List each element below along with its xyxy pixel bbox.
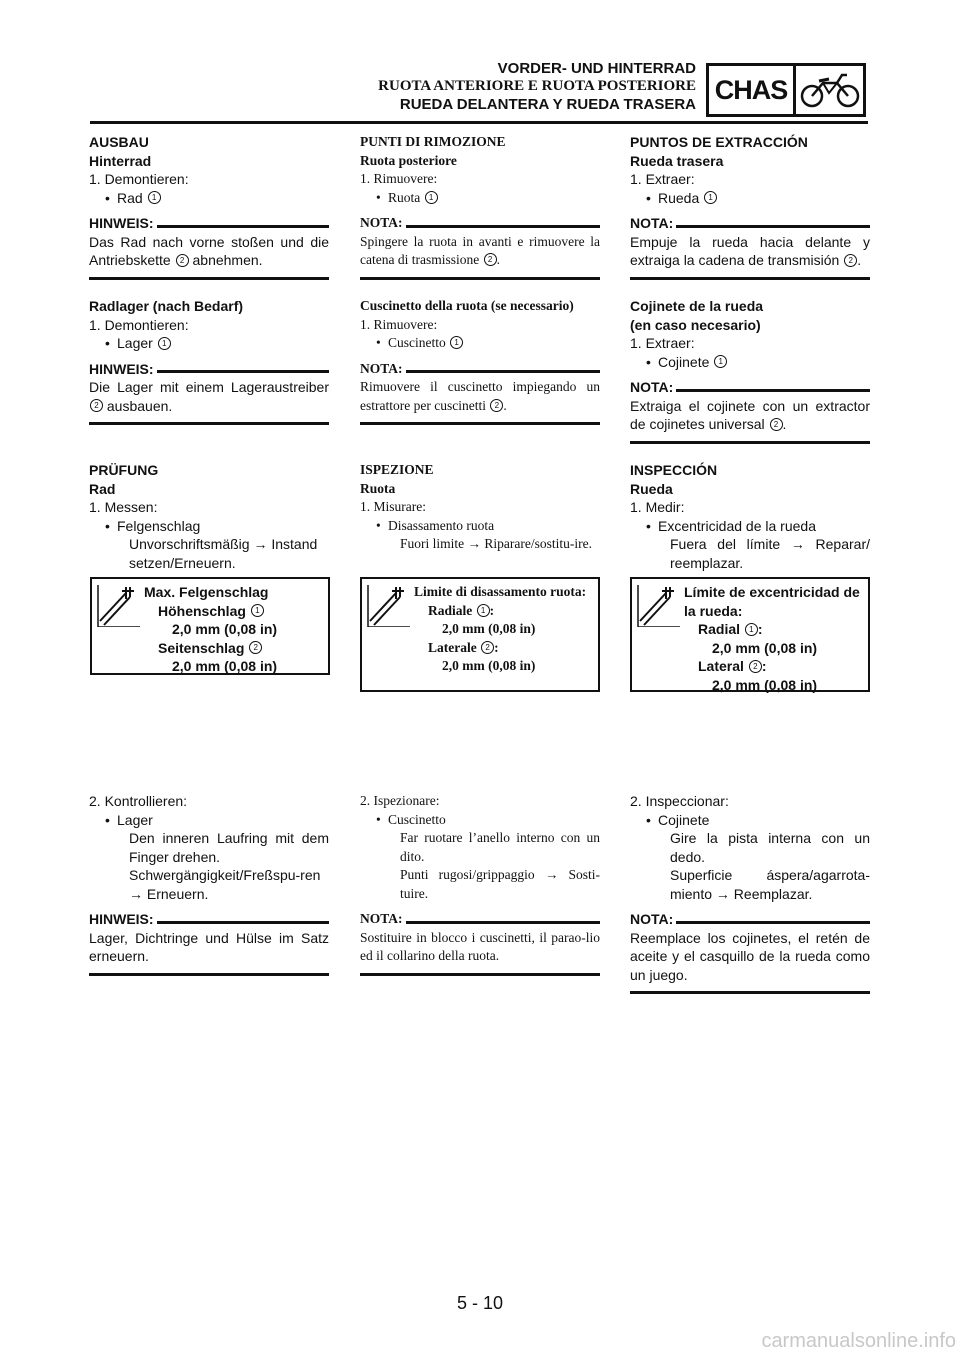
es-section-cojinete xyxy=(630,297,870,444)
de-heading-pruefung: PRÜFUNG xyxy=(89,462,159,478)
de-subheading-hinterrad: Hinterrad xyxy=(89,152,152,169)
de-section-kontrollieren xyxy=(89,792,329,976)
de-subheading-radlager: Radlager (nach Bedarf) xyxy=(89,298,244,314)
chas-label: CHAS xyxy=(709,66,796,114)
es-item-cojinete: • Cojinete 1 xyxy=(630,353,870,372)
es-subheading-cojinete: Cojinete de la rueda xyxy=(630,298,764,314)
de-note-end-rule xyxy=(89,973,329,976)
es-spec-text xyxy=(684,583,864,694)
title-it: RUOTA ANTERIORE E RUOTA POSTERIORE xyxy=(378,78,696,94)
watermark: carmanualsonline.info xyxy=(761,1330,956,1352)
callout-2: 2 xyxy=(749,660,762,673)
es-note-text: Reemplace los cojinetes, el retén de aceite y el casquillo de la rueda como un juego. xyxy=(630,929,870,983)
de-item-rad: • Rad 1 xyxy=(89,189,329,208)
it-spec-text xyxy=(414,583,594,676)
it-spec-row: Radiale 1 : xyxy=(428,602,495,618)
callout-1: 1 xyxy=(148,191,161,204)
callout-1: 1 xyxy=(251,604,264,617)
it-spec-title: Limite di disassamento ruota: xyxy=(414,584,587,599)
it-note-end-rule xyxy=(360,422,600,425)
es-spec-box xyxy=(630,577,870,692)
chas-box xyxy=(706,63,866,117)
callout-2: 2 xyxy=(249,641,262,654)
motorcycle-icon xyxy=(796,66,863,114)
it-note-text: Rimuovere il cuscinetto impiegando un estrattore per cuscinetti 2 . xyxy=(360,379,600,413)
es-step: 1. Extraer: xyxy=(630,171,695,187)
callout-1: 1 xyxy=(477,604,490,617)
it-item-detail: Far ruotare l’anello interno con un dito. xyxy=(400,830,600,864)
callout-1: 1 xyxy=(714,355,727,368)
it-spec-value: 2,0 mm (0,08 in) xyxy=(442,658,536,673)
callout-2: 2 xyxy=(490,399,503,412)
it-section-ispezionare xyxy=(360,792,600,976)
callout-2: 2 xyxy=(770,418,783,431)
es-spec-value: 2,0 mm (0,08 in) xyxy=(712,676,818,693)
es-item-rueda: • Rueda 1 xyxy=(630,189,870,208)
es-spec-row: Lateral 2 : xyxy=(698,658,767,674)
es-item-detail: Fuera del límite → Reparar/ reemplazar. xyxy=(670,536,870,571)
it-note-end-rule xyxy=(360,973,600,976)
it-step: 1. Misurare: xyxy=(360,499,426,514)
es-note-end-rule xyxy=(630,277,870,280)
de-subheading-rad: Rad xyxy=(89,480,116,497)
es-section-puntos xyxy=(630,133,870,280)
de-note-header: HINWEIS: xyxy=(89,214,329,233)
es-step: 2. Inspeccionar: xyxy=(630,793,729,809)
es-heading-inspeccion: INSPECCIÓN xyxy=(630,462,718,478)
es-note-header: NOTA: xyxy=(630,378,870,397)
de-heading-ausbau: AUSBAU xyxy=(89,134,149,150)
es-note-text: Empuje la rueda hacia delante y extraiga la cadena de transmisión 2 . xyxy=(630,233,870,268)
it-heading-ispezione: ISPEZIONE xyxy=(360,462,434,477)
es-note-header: NOTA: xyxy=(630,214,870,233)
de-spec-row: Höhenschlag 1 xyxy=(144,602,324,621)
es-item-excentricidad: • Excentricidad de la rueda xyxy=(630,517,870,536)
it-item-cuscinetto: • Cuscinetto xyxy=(360,811,600,830)
callout-1: 1 xyxy=(745,623,758,636)
es-step: 1. Extraer: xyxy=(630,335,695,351)
it-item-disassamento: • Disassamento ruota xyxy=(360,517,600,536)
de-item-detail: Den inneren Laufring mit dem Finger drehen. xyxy=(129,830,329,865)
es-note-end-rule xyxy=(630,441,870,444)
it-step: 1. Rimuovere: xyxy=(360,316,438,332)
it-section-cuscinetto xyxy=(360,297,600,425)
de-note-end-rule xyxy=(89,277,329,280)
it-spec-box xyxy=(360,577,600,692)
de-section-pruefung xyxy=(89,461,329,572)
es-note-end-rule xyxy=(630,991,870,994)
de-spec-box xyxy=(90,577,330,675)
de-note-text: Das Rad nach vorne stoßen und die Antriebskette 2 abnehmen. xyxy=(89,233,329,268)
it-step: 1. Rimuovere: xyxy=(360,171,438,186)
es-subheading-rueda: Rueda xyxy=(630,480,673,497)
title-es: RUEDA DELANTERA Y RUEDA TRASERA xyxy=(399,96,696,113)
limit-wrench-icon xyxy=(366,583,410,627)
it-note-header: NOTA: xyxy=(360,910,600,929)
es-note-text: Extraiga el cojinete con un extractor de cojinetes universal 2 . xyxy=(630,397,870,432)
es-note-header: NOTA: xyxy=(630,910,870,929)
de-section-radlager xyxy=(89,297,329,425)
title-de: VORDER- UND HINTERRAD xyxy=(497,60,696,77)
de-spec-title: Max. Felgenschlag xyxy=(144,584,269,600)
es-subheading-rueda-trasera: Rueda trasera xyxy=(630,152,724,169)
it-spec-row: Laterale 2 : xyxy=(428,639,499,655)
es-spec-row: Radial 1 : xyxy=(698,621,763,637)
it-section-ispezione xyxy=(360,461,600,554)
it-subheading-ruota: Ruota xyxy=(360,480,396,496)
callout-2: 2 xyxy=(484,253,497,266)
de-item-lager: • Lager xyxy=(89,811,329,830)
callout-2: 2 xyxy=(176,254,189,267)
de-note-header: HINWEIS: xyxy=(89,910,329,929)
it-subheading-cuscinetto: Cuscinetto della ruota (se necessario) xyxy=(360,298,574,313)
callout-1: 1 xyxy=(425,191,438,204)
es-subheading-cojinete-cond: (en caso necesario) xyxy=(630,316,761,333)
es-step: 1. Medir: xyxy=(630,499,685,515)
de-step: 1. Demontieren: xyxy=(89,171,189,187)
callout-1: 1 xyxy=(704,191,717,204)
de-note-text: Die Lager mit einem Lageraustreiber 2 ausbauen. xyxy=(89,379,329,414)
de-spec-value: 2,0 mm (0,08 in) xyxy=(172,658,278,674)
header-rule xyxy=(90,121,868,124)
de-section-ausbau xyxy=(89,133,329,280)
de-spec-text xyxy=(144,583,324,676)
de-spec-value: 2,0 mm (0,08 in) xyxy=(172,621,278,637)
it-step: 2. Ispezionare: xyxy=(360,793,440,808)
de-step: 1. Demontieren: xyxy=(89,316,189,333)
es-section-inspeccionar xyxy=(630,792,870,994)
it-note-header: NOTA: xyxy=(360,214,600,233)
it-note-text: Spingere la ruota in avanti e rimuovere la catena di trasmissione 2 . xyxy=(360,233,600,267)
it-item-ruota: • Ruota 1 xyxy=(360,189,600,208)
es-section-inspeccion xyxy=(630,461,870,572)
it-spec-value: 2,0 mm (0,08 in) xyxy=(442,621,536,636)
de-step: 1. Messen: xyxy=(89,499,158,515)
it-subheading-ruota-posteriore: Ruota posteriore xyxy=(360,152,457,168)
it-heading-punti: PUNTI DI RIMOZIONE xyxy=(360,134,506,149)
it-note-text: Sostituire in blocco i cuscinetti, il parao-lio ed il collarino della ruota. xyxy=(360,929,600,963)
de-note-header: HINWEIS: xyxy=(89,360,329,379)
es-item-cojinete: • Cojinete xyxy=(630,811,870,830)
callout-1: 1 xyxy=(158,337,171,350)
it-item-detail: Fuori limite → Riparare/sostitu-ire. xyxy=(400,536,592,551)
it-note-end-rule xyxy=(360,277,600,280)
de-item-detail: Schwergängigkeit/Freßspu-ren → Erneuern. xyxy=(129,867,321,902)
callout-2: 2 xyxy=(481,641,494,654)
de-note-end-rule xyxy=(89,422,329,425)
callout-2: 2 xyxy=(90,399,103,412)
limit-wrench-icon xyxy=(96,583,140,627)
es-spec-value: 2,0 mm (0,08 in) xyxy=(712,639,818,656)
page-number: 5 - 10 xyxy=(456,1293,504,1313)
it-section-punti xyxy=(360,133,600,280)
es-item-detail: Superficie áspera/agarrota-miento → Reemplazar. xyxy=(670,867,870,902)
it-item-detail: Punti rugosi/grippaggio → Sosti-tuire. xyxy=(400,867,600,901)
callout-1: 1 xyxy=(450,336,463,349)
de-item-detail: Unvorschriftsmäßig → Instand setzen/Erneuern. xyxy=(129,536,318,571)
it-note-header: NOTA: xyxy=(360,360,600,379)
es-heading-puntos: PUNTOS DE EXTRACCIÓN xyxy=(630,134,808,150)
limit-wrench-icon xyxy=(636,583,680,627)
es-spec-title: Límite de excentricidad de la rueda: xyxy=(684,584,860,619)
de-item-lager: • Lager 1 xyxy=(89,334,329,353)
de-item-felgenschlag: • Felgenschlag xyxy=(89,517,329,536)
de-note-text: Lager, Dichtringe und Hülse im Satz erneuern. xyxy=(89,929,329,964)
it-item-cuscinetto: • Cuscinetto 1 xyxy=(360,334,600,353)
callout-2: 2 xyxy=(844,254,857,267)
es-item-detail: Gire la pista interna con un dedo. xyxy=(670,830,870,865)
de-step: 2. Kontrollieren: xyxy=(89,793,188,809)
de-spec-row: Seitenschlag 2 xyxy=(144,639,324,658)
